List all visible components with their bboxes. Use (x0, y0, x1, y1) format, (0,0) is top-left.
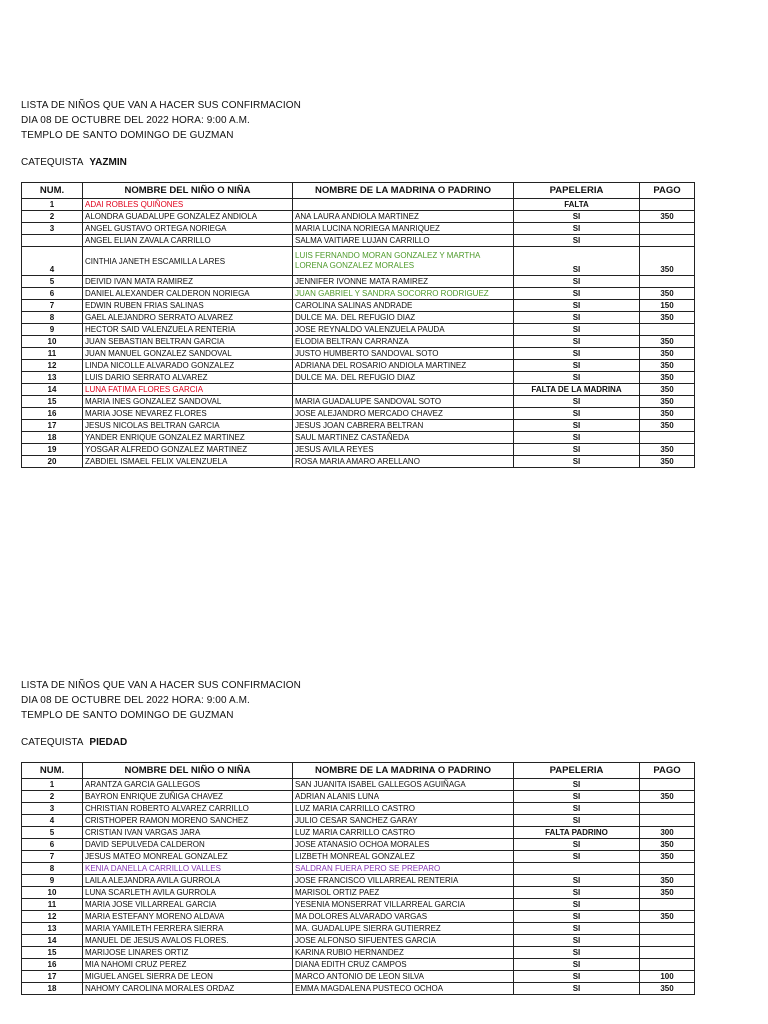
cell-pago (640, 863, 695, 875)
cell-papeleria: SI (514, 324, 640, 336)
cell-num: 14 (22, 384, 83, 396)
cell-papeleria: SI (514, 779, 640, 791)
header-line: DIA 08 DE OCTUBRE DEL 2022 HORA: 9:00 A.M. (21, 115, 250, 126)
table-header-row (22, 183, 695, 199)
cell-pago: 350 (640, 791, 695, 803)
cell-madrina: ADRIANA DEL ROSARIO ANDIOLA MARTINEZ (293, 360, 514, 372)
cell-papeleria: SI (514, 300, 640, 312)
cell-madrina: LIZBETH MONREAL GONZALEZ (293, 851, 514, 863)
cell-num: 13 (22, 372, 83, 384)
cell-papeleria: SI (514, 887, 640, 899)
table-row (22, 324, 695, 336)
cell-papeleria: SI (514, 959, 640, 971)
cell-nino: ZABDIEL ISMAEL FELIX VALENZUELA (83, 456, 293, 468)
cell-papeleria: SI (514, 456, 640, 468)
cell-papeleria: SI (514, 803, 640, 815)
cell-nino: DAVID SEPULVEDA CALDERON (83, 839, 293, 851)
cell-papeleria: SI (514, 223, 640, 235)
cell-pago (640, 815, 695, 827)
cell-pago: 150 (640, 300, 695, 312)
cell-num: 15 (22, 947, 83, 959)
cell-pago (640, 899, 695, 911)
cell-madrina: JOSE ATANASIO OCHOA MORALES (293, 839, 514, 851)
column-header: NUM. (22, 763, 83, 779)
cell-num: 3 (22, 223, 83, 235)
column-header: PAGO (640, 763, 695, 779)
table-row (22, 815, 695, 827)
cell-pago: 350 (640, 408, 695, 420)
cell-madrina: MARISOL ORTIZ PAEZ (293, 887, 514, 899)
confirmation-list-yazmin (21, 98, 694, 468)
confirmation-list-piedad (21, 678, 694, 995)
cell-madrina: KARINA RUBIO HERNANDEZ (293, 947, 514, 959)
cell-nino: JESUS NICOLAS BELTRAN GARCIA (83, 420, 293, 432)
list-header (21, 678, 694, 723)
cell-num: 16 (22, 408, 83, 420)
cell-num: 4 (22, 815, 83, 827)
cell-papeleria: SI (514, 235, 640, 247)
table-row (22, 911, 695, 923)
column-header: NOMBRE DEL NIÑO O NIÑA (83, 183, 293, 199)
header-line: TEMPLO DE SANTO DOMINGO DE GUZMAN (21, 710, 234, 721)
cell-num: 16 (22, 959, 83, 971)
cell-nino: ARANTZA GARCIA GALLEGOS (83, 779, 293, 791)
cell-nino: LINDA NICOLLE ALVARADO GONZALEZ (83, 360, 293, 372)
cell-madrina: ADRIAN ALANIS LUNA (293, 791, 514, 803)
cell-papeleria: SI (514, 211, 640, 223)
cell-madrina: SALMA VAITIARE LUJAN CARRILLO (293, 235, 514, 247)
cell-pago: 350 (640, 372, 695, 384)
students-table (21, 762, 695, 995)
catequista-label: CATEQUISTA (21, 737, 84, 748)
cell-papeleria: SI (514, 983, 640, 995)
cell-papeleria: SI (514, 791, 640, 803)
cell-madrina: JESUS JOAN CABRERA BELTRAN (293, 420, 514, 432)
cell-papeleria: SI (514, 312, 640, 324)
cell-pago: 350 (640, 875, 695, 887)
table-row (22, 312, 695, 324)
cell-papeleria: SI (514, 336, 640, 348)
cell-madrina: JOSE FRANCISCO VILLARREAL RENTERIA (293, 875, 514, 887)
catequista-line (21, 737, 694, 748)
cell-num: 14 (22, 935, 83, 947)
table-row (22, 971, 695, 983)
cell-nino: DANIEL ALEXANDER CALDERON NORIEGA (83, 288, 293, 300)
cell-papeleria: SI (514, 288, 640, 300)
cell-madrina: DULCE MA. DEL REFUGIO DIAZ (293, 372, 514, 384)
cell-madrina: LUZ MARIA CARRILLO CASTRO (293, 827, 514, 839)
list-header (21, 98, 694, 143)
cell-madrina: ROSA MARIA AMARO ARELLANO (293, 456, 514, 468)
cell-papeleria: SI (514, 815, 640, 827)
cell-num: 18 (22, 432, 83, 444)
cell-madrina: JOSE ALEJANDRO MERCADO CHAVEZ (293, 408, 514, 420)
cell-papeleria: SI (514, 432, 640, 444)
cell-nino: LAILA ALEJANDRA AVILA GURROLA (83, 875, 293, 887)
table-row (22, 360, 695, 372)
cell-num: 6 (22, 288, 83, 300)
cell-num: 6 (22, 839, 83, 851)
table-row (22, 875, 695, 887)
table-row (22, 839, 695, 851)
cell-pago: 350 (640, 444, 695, 456)
cell-nino: NAHOMY CAROLINA MORALES ORDAZ (83, 983, 293, 995)
cell-num: 10 (22, 336, 83, 348)
cell-madrina: JOSE ALFONSO SIFUENTES GARCIA (293, 935, 514, 947)
cell-pago: 350 (640, 247, 695, 276)
cell-papeleria: SI (514, 276, 640, 288)
table-row (22, 791, 695, 803)
table-row (22, 336, 695, 348)
catequista-line (21, 157, 694, 168)
cell-madrina: YESENIA MONSERRAT VILLARREAL GARCIA (293, 899, 514, 911)
cell-nino: MIA NAHOMI CRUZ PEREZ (83, 959, 293, 971)
cell-nino: HECTOR SAID VALENZUELA RENTERIA (83, 324, 293, 336)
cell-papeleria: SI (514, 372, 640, 384)
cell-pago: 350 (640, 396, 695, 408)
cell-madrina: DIANA EDITH CRUZ CAMPOS (293, 959, 514, 971)
header-line: DIA 08 DE OCTUBRE DEL 2022 HORA: 9:00 A.M. (21, 695, 250, 706)
table-row (22, 923, 695, 935)
cell-madrina: CAROLINA SALINAS ANDRADE (293, 300, 514, 312)
table-row (22, 935, 695, 947)
cell-num: 8 (22, 312, 83, 324)
cell-nino: MARIA ESTEFANY MORENO ALDAVA (83, 911, 293, 923)
cell-madrina: MA. GUADALUPE SIERRA GUTIERREZ (293, 923, 514, 935)
cell-pago (640, 199, 695, 211)
table-row (22, 300, 695, 312)
cell-num: 2 (22, 791, 83, 803)
cell-papeleria: SI (514, 839, 640, 851)
cell-pago: 350 (640, 360, 695, 372)
cell-madrina: ELODIA BELTRAN CARRANZA (293, 336, 514, 348)
cell-nino: YANDER ENRIQUE GONZALEZ MARTINEZ (83, 432, 293, 444)
cell-papeleria: SI (514, 911, 640, 923)
column-header: NUM. (22, 183, 83, 199)
cell-nino: MARIA JOSE NEVAREZ FLORES (83, 408, 293, 420)
cell-nino: ANGEL GUSTAVO ORTEGA NORIEGA (83, 223, 293, 235)
table-row (22, 899, 695, 911)
cell-num: 1 (22, 779, 83, 791)
cell-num: 19 (22, 444, 83, 456)
table-row (22, 779, 695, 791)
cell-madrina: MARIA GUADALUPE SANDOVAL SOTO (293, 396, 514, 408)
cell-nino: ADAI ROBLES QUIÑONES (83, 199, 293, 211)
cell-madrina: EMMA MAGDALENA PUSTECO OCHOA (293, 983, 514, 995)
cell-papeleria: SI (514, 360, 640, 372)
cell-madrina: SAUL MARTINEZ CASTAÑEDA (293, 432, 514, 444)
table-row (22, 408, 695, 420)
cell-pago: 350 (640, 348, 695, 360)
cell-pago (640, 276, 695, 288)
table-row (22, 199, 695, 211)
column-header: NOMBRE DEL NIÑO O NIÑA (83, 763, 293, 779)
cell-nino: JUAN MANUEL GONZALEZ SANDOVAL (83, 348, 293, 360)
cell-pago: 350 (640, 384, 695, 396)
cell-papeleria: SI (514, 935, 640, 947)
cell-papeleria: SI (514, 348, 640, 360)
cell-pago: 350 (640, 336, 695, 348)
cell-madrina: JUSTO HUMBERTO SANDOVAL SOTO (293, 348, 514, 360)
cell-pago (640, 324, 695, 336)
table-wrapper (21, 182, 694, 468)
column-header: NOMBRE DE LA MADRINA O PADRINO (293, 763, 514, 779)
cell-pago (640, 959, 695, 971)
table-row (22, 420, 695, 432)
table-row (22, 863, 695, 875)
cell-papeleria: SI (514, 923, 640, 935)
cell-pago (640, 803, 695, 815)
column-header: PAPELERIA (514, 763, 640, 779)
cell-nino: JESUS MATEO MONREAL GONZALEZ (83, 851, 293, 863)
cell-nino: JUAN SEBASTIAN BELTRAN GARCIA (83, 336, 293, 348)
cell-papeleria: SI (514, 947, 640, 959)
cell-num: 5 (22, 827, 83, 839)
cell-pago (640, 923, 695, 935)
table-row (22, 211, 695, 223)
cell-num: 11 (22, 348, 83, 360)
cell-papeleria: FALTA (514, 199, 640, 211)
cell-num: 10 (22, 887, 83, 899)
cell-num: 12 (22, 360, 83, 372)
cell-pago: 350 (640, 839, 695, 851)
table-row (22, 887, 695, 899)
cell-num: 15 (22, 396, 83, 408)
table-row (22, 396, 695, 408)
column-header: PAPELERIA (514, 183, 640, 199)
cell-madrina: MARIA LUCINA NORIEGA MANRIQUEZ (293, 223, 514, 235)
cell-num: 4 (22, 247, 83, 276)
catequista-name: YAZMIN (89, 157, 127, 168)
cell-pago: 300 (640, 827, 695, 839)
table-row (22, 223, 695, 235)
cell-nino: LUIS DARIO SERRATO ALVAREZ (83, 372, 293, 384)
cell-num: 13 (22, 923, 83, 935)
table-row (22, 348, 695, 360)
cell-num: 11 (22, 899, 83, 911)
cell-nino: LUNA SCARLETH AVILA GURROLA (83, 887, 293, 899)
cell-papeleria: SI (514, 247, 640, 276)
table-header-row (22, 763, 695, 779)
cell-papeleria: SI (514, 971, 640, 983)
cell-nino: YOSGAR ALFREDO GONZALEZ MARTINEZ (83, 444, 293, 456)
table-row (22, 983, 695, 995)
table-row (22, 384, 695, 396)
table-row (22, 456, 695, 468)
cell-num: 17 (22, 420, 83, 432)
cell-madrina: LUIS FERNANDO MORAN GONZALEZ Y MARTHA LORENA GONZALEZ MORALES (293, 247, 514, 276)
table-row (22, 235, 695, 247)
table-row (22, 947, 695, 959)
cell-madrina: DULCE MA. DEL REFUGIO DIAZ (293, 312, 514, 324)
cell-papeleria: SI (514, 396, 640, 408)
cell-madrina: SALDRAN FUERA PERO SE PREPARO (293, 863, 514, 875)
cell-num: 12 (22, 911, 83, 923)
cell-pago (640, 235, 695, 247)
cell-madrina: ANA LAURA ANDIOLA MARTINEZ (293, 211, 514, 223)
cell-nino: EDWIN RUBEN FRIAS SALINAS (83, 300, 293, 312)
cell-pago (640, 935, 695, 947)
cell-nino: CHRISTIAN ROBERTO ALVAREZ CARRILLO (83, 803, 293, 815)
header-line: LISTA DE NIÑOS QUE VAN A HACER SUS CONFIRMACION (21, 100, 301, 111)
cell-nino: MANUEL DE JESUS AVALOS FLORES. (83, 935, 293, 947)
cell-pago: 350 (640, 420, 695, 432)
cell-num: 7 (22, 851, 83, 863)
cell-nino: ANGEL ELIAN ZAVALA CARRILLO (83, 235, 293, 247)
cell-num: 5 (22, 276, 83, 288)
table-row (22, 827, 695, 839)
cell-num: 9 (22, 875, 83, 887)
cell-papeleria: SI (514, 444, 640, 456)
cell-pago: 350 (640, 887, 695, 899)
cell-madrina: LUZ MARIA CARRILLO CASTRO (293, 803, 514, 815)
cell-madrina: MA DOLORES ALVARADO VARGAS (293, 911, 514, 923)
cell-nino: CINTHIA JANETH ESCAMILLA LARES (83, 247, 293, 276)
students-table (21, 182, 695, 468)
cell-num: 2 (22, 211, 83, 223)
header-line: LISTA DE NIÑOS QUE VAN A HACER SUS CONFIRMACION (21, 680, 301, 691)
cell-pago: 350 (640, 911, 695, 923)
cell-num: 7 (22, 300, 83, 312)
cell-papeleria (514, 863, 640, 875)
cell-madrina: JULIO CESAR SANCHEZ GARAY (293, 815, 514, 827)
cell-num: 1 (22, 199, 83, 211)
cell-pago: 350 (640, 211, 695, 223)
cell-num: 18 (22, 983, 83, 995)
cell-nino: MARIA JOSE VILLARREAL GARCIA (83, 899, 293, 911)
column-header: PAGO (640, 183, 695, 199)
cell-num: 9 (22, 324, 83, 336)
header-line: TEMPLO DE SANTO DOMINGO DE GUZMAN (21, 130, 234, 141)
cell-nino: LUNA FATIMA FLORES GARCIA (83, 384, 293, 396)
cell-madrina: MARCO ANTONIO DE LEON SILVA (293, 971, 514, 983)
cell-papeleria: SI (514, 408, 640, 420)
cell-nino: CRISTHOPER RAMON MORENO SANCHEZ (83, 815, 293, 827)
cell-nino: GAEL ALEJANDRO SERRATO ALVAREZ (83, 312, 293, 324)
table-row (22, 851, 695, 863)
table-row (22, 803, 695, 815)
table-row (22, 247, 695, 276)
cell-papeleria: SI (514, 899, 640, 911)
cell-pago (640, 223, 695, 235)
cell-num (22, 235, 83, 247)
cell-pago: 350 (640, 312, 695, 324)
table-row (22, 432, 695, 444)
cell-papeleria: FALTA DE LA MADRINA (514, 384, 640, 396)
cell-madrina: JOSE REYNALDO VALENZUELA PAUDA (293, 324, 514, 336)
table-row (22, 276, 695, 288)
table-row (22, 959, 695, 971)
cell-num: 20 (22, 456, 83, 468)
cell-pago (640, 947, 695, 959)
cell-madrina: JUAN GABRIEL Y SANDRA SOCORRO RODRIGUEZ (293, 288, 514, 300)
catequista-name: PIEDAD (89, 737, 128, 748)
cell-papeleria: SI (514, 420, 640, 432)
cell-pago: 350 (640, 851, 695, 863)
cell-nino: MARIJOSE LINARES ORTIZ (83, 947, 293, 959)
catequista-label: CATEQUISTA (21, 157, 84, 168)
cell-num: 8 (22, 863, 83, 875)
table-row (22, 372, 695, 384)
cell-madrina (293, 199, 514, 211)
table-row (22, 444, 695, 456)
cell-pago: 100 (640, 971, 695, 983)
table-wrapper (21, 762, 694, 995)
cell-madrina: JENNIFER IVONNE MATA RAMIREZ (293, 276, 514, 288)
cell-nino: MIGUEL ANGEL SIERRA DE LEON (83, 971, 293, 983)
cell-madrina: SAN JUANITA ISABEL GALLEGOS AGUIÑAGA (293, 779, 514, 791)
cell-nino: MARIA INES GONZALEZ SANDOVAL (83, 396, 293, 408)
cell-madrina (293, 384, 514, 396)
cell-nino: CRISTIAN IVAN VARGAS JARA (83, 827, 293, 839)
cell-nino: KENIA DANELLA CARRILLO VALLES (83, 863, 293, 875)
cell-nino: MARIA YAMILETH FERRERA SIERRA (83, 923, 293, 935)
cell-pago: 350 (640, 288, 695, 300)
cell-pago (640, 432, 695, 444)
cell-madrina: JESUS AVILA REYES (293, 444, 514, 456)
table-row (22, 288, 695, 300)
cell-nino: DEIVID IVAN MATA RAMIREZ (83, 276, 293, 288)
cell-pago: 350 (640, 456, 695, 468)
cell-papeleria: FALTA PADRINO (514, 827, 640, 839)
cell-nino: BAYRON ENRIQUE ZUÑIGA CHAVEZ (83, 791, 293, 803)
cell-papeleria: SI (514, 851, 640, 863)
cell-nino: ALONDRA GUADALUPE GONZALEZ ANDIOLA (83, 211, 293, 223)
cell-papeleria: SI (514, 875, 640, 887)
column-header: NOMBRE DE LA MADRINA O PADRINO (293, 183, 514, 199)
cell-num: 17 (22, 971, 83, 983)
cell-pago: 350 (640, 983, 695, 995)
cell-num: 3 (22, 803, 83, 815)
cell-pago (640, 779, 695, 791)
